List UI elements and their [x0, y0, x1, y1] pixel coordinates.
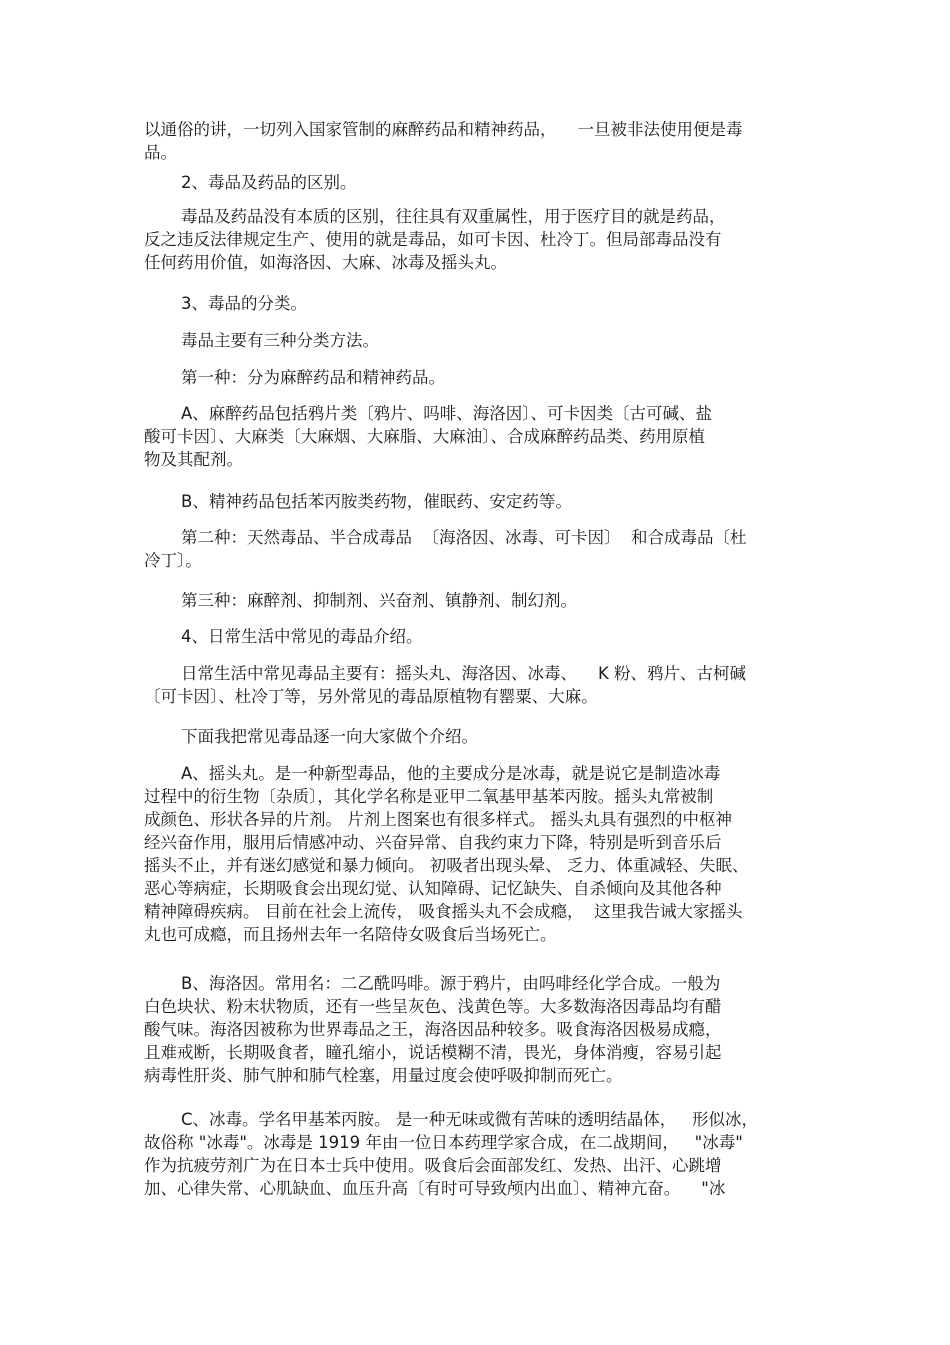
- text-line: 毒品主要有三种分类方法。: [181, 331, 379, 350]
- text-line: 酸气味。海洛因被称为世界毒品之王，海洛因品种较多。吸食海洛因极易成瘾，: [144, 1020, 722, 1039]
- text-line: C、冰毒。学名甲基苯丙胺。 是一种无味或微有苦味的透明结晶体， 形似冰，: [181, 1110, 759, 1129]
- text-line: A、麻醉药品包括鸦片类〔鸦片、吗啡、海洛因〕、可卡因类〔古可碱、盐: [181, 404, 713, 423]
- text-line: 〔可卡因〕、杜冷丁等，另外常见的毒品原植物有罂粟、大麻。: [144, 687, 598, 706]
- text-line: 故俗称 "冰毒"。冰毒是 1919 年由一位日本药理学家合成，在二战期间， "冰毒": [144, 1133, 743, 1152]
- text-line: 加、心律失常、心肌缺血、血压升高〔有时可导致颅内出血〕、精神亢奋。 "冰: [144, 1179, 726, 1198]
- text-line: 第三种：麻醉剂、抑制剂、兴奋剂、镇静剂、制幻剂。: [181, 591, 577, 610]
- heading-text: 2、毒品及药品的区别。: [181, 173, 357, 192]
- text-line: 摇头不止，并有迷幻感觉和暴力倾向。 初吸者出现头晕、 乏力、体重减轻、失眠、: [144, 856, 749, 875]
- heading-text: 3、毒品的分类。: [181, 294, 307, 313]
- text-line: 作为抗疲劳剂广为在日本士兵中使用。吸食后会面部发红、发热、出汗、心跳增: [144, 1156, 722, 1175]
- paragraph-ecstasy: [144, 762, 814, 946]
- text-line: 下面我把常见毒品逐一向大家做个介绍。: [181, 727, 478, 746]
- paragraph-introduction: [144, 725, 814, 748]
- text-line: 冷丁〕。: [144, 551, 202, 570]
- text-line: 成颜色、形状各异的片剂。 片剂上图案也有很多样式。 摇头丸具有强烈的中枢神: [144, 810, 732, 829]
- text-line: 恶心等病症，长期吸食会出现幻觉、认知障碍、记忆缺失、自杀倾向及其他各种: [144, 879, 722, 898]
- text-line: 物及其配剂。: [144, 450, 243, 469]
- paragraph-definition: [144, 118, 814, 164]
- heading-text: 4、日常生活中常见的毒品介绍。: [181, 627, 423, 646]
- text-line: 酸可卡因〕、大麻类〔大麻烟、大麻脂、大麻油〕、合成麻醉药品类、药用原植: [144, 427, 705, 446]
- text-line: 反之违反法律规定生产、使用的就是毒品，如可卡因、杜冷丁。但局部毒品没有: [144, 230, 722, 249]
- section-heading-3: [144, 292, 814, 315]
- text-line: 第二种：天然毒品、半合成毒品 〔海洛因、冰毒、可卡因〕 和合成毒品〔杜: [181, 528, 747, 547]
- paragraph-type-two: [144, 526, 814, 572]
- section-heading-2: [144, 171, 814, 194]
- paragraph-heroin: [144, 972, 814, 1087]
- paragraph-methamphetamine: [144, 1108, 814, 1200]
- paragraph-narcotics: [144, 402, 814, 471]
- text-line: 任何药用价值，如海洛因、大麻、冰毒及摇头丸。: [144, 253, 507, 272]
- paragraph-difference: [144, 205, 814, 274]
- text-line: 丸也可成瘾，而且扬州去年一名陪侍女吸食后当场死亡。: [144, 925, 557, 944]
- section-heading-4: [144, 625, 814, 648]
- text-line: 毒品及药品没有本质的区别，往往具有双重属性，用于医疗目的就是药品，: [181, 207, 726, 226]
- text-line: 日常生活中常见毒品主要有：摇头丸、海洛因、冰毒、 K 粉、鸦片、古柯碱: [181, 664, 747, 683]
- text-line: 病毒性肝炎、肺气肿和肺气栓塞，用量过度会使呼吸抑制而死亡。: [144, 1066, 623, 1085]
- text-line: A、摇头丸。是一种新型毒品，他的主要成分是冰毒，就是说它是制造冰毒: [181, 764, 721, 783]
- text-line: 经兴奋作用，服用后情感冲动、兴奋异常、自我约束力下降，特别是听到音乐后: [144, 833, 722, 852]
- text-line: B、精神药品包括苯丙胺类药物，催眠药、安定药等。: [181, 492, 572, 511]
- text-line: 白色块状、粉末状物质，还有一些呈灰色、浅黄色等。大多数海洛因毒品均有醋: [144, 997, 722, 1016]
- text-line: 品。: [144, 143, 177, 162]
- text-line: 以通俗的讲，一切列入国家管制的麻醉药品和精神药品， 一旦被非法使用便是毒: [144, 120, 743, 139]
- text-line: 过程中的衍生物〔杂质〕，其化学名称是亚甲二氧基甲基苯丙胺。摇头丸常被制: [144, 787, 714, 806]
- paragraph-classification-intro: [144, 329, 814, 352]
- text-line: 精神障碍疾病。 目前在社会上流传， 吸食摇头丸不会成瘾， 这里我告诫大家摇头: [144, 902, 743, 921]
- text-line: B、海洛因。常用名：二乙酰吗啡。源于鸦片，由吗啡经化学合成。一般为: [181, 974, 721, 993]
- paragraph-type-one: [144, 366, 814, 389]
- paragraph-type-three: [144, 589, 814, 612]
- text-line: 且难戒断，长期吸食者，瞳孔缩小，说话模糊不清，畏光，身体消瘦，容易引起: [144, 1043, 722, 1062]
- paragraph-psychotropics: [144, 490, 814, 513]
- paragraph-common-drugs: [144, 662, 814, 708]
- text-line: 第一种：分为麻醉药品和精神药品。: [181, 368, 445, 387]
